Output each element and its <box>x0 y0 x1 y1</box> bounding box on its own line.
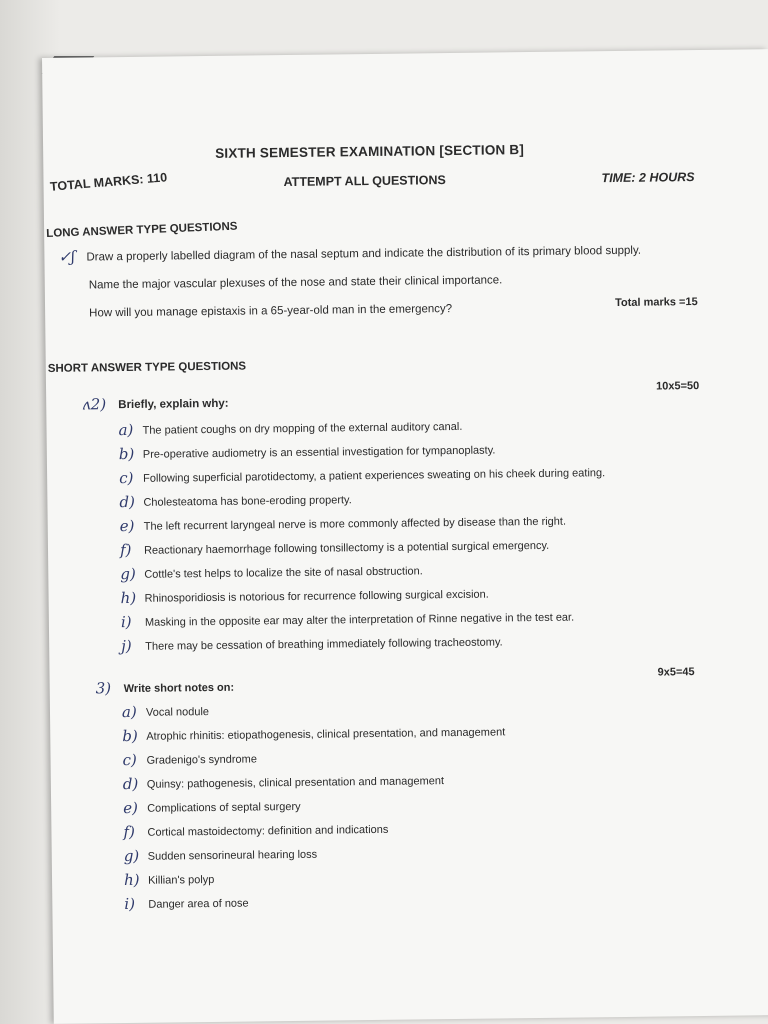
total-marks: TOTAL MARKS: 110 <box>49 170 168 194</box>
handwritten-mark-icon: ✓ʃ <box>58 247 76 266</box>
q1-item: Cottle's test helps to localize the site of nasal obstruction. <box>144 565 423 581</box>
long-total-marks: Total marks =15 <box>614 296 698 310</box>
handwritten-mark-icon: ʌ2) <box>82 395 107 414</box>
long-question-line-2: Name the major vascular plexuses of the nose and state their clinical importance. <box>88 274 503 292</box>
handwritten-mark-icon: g) <box>120 564 136 584</box>
q1-item: Cholesteatoma has bone-eroding property. <box>143 494 352 509</box>
q1-item: Masking in the opposite ear may alter the interpretation of Rinne negative in the test ear. <box>144 611 575 629</box>
q1-item: The left recurrent laryngeal nerve is more commonly affected by disease than the right. <box>143 515 567 533</box>
q1-item: Pre-operative audiometry is an essential investigation for tympanoplasty. <box>142 444 496 461</box>
handwritten-mark-icon: b) <box>122 726 138 746</box>
q2-item: Complications of septal surgery <box>147 800 301 815</box>
handwritten-mark-icon: h) <box>120 588 137 608</box>
long-question-line-3: How will you manage epistaxis in a 65-year-old man in the emergency? <box>89 303 453 320</box>
q2-item: Atrophic rhinitis: etiopathogenesis, clinical presentation, and management <box>146 726 506 743</box>
handwritten-mark-icon: c) <box>122 750 137 770</box>
handwritten-mark-icon: 3) <box>95 679 112 698</box>
short-answer-heading: SHORT ANSWER TYPE QUESTIONS <box>47 360 247 375</box>
q1-item: The patient coughs on dry mopping of the external auditory canal. <box>142 420 463 437</box>
exam-time: TIME: 2 HOURS <box>601 170 695 186</box>
handwritten-mark-icon: g) <box>123 846 140 866</box>
q2-item: Danger area of nose <box>148 897 249 911</box>
q2-item: Gradenigo's syndrome <box>146 753 257 767</box>
q1-item: Rhinosporidiosis is notorious for recurrence following surgical excision. <box>144 588 489 605</box>
q2-marks: 9x5=45 <box>657 666 695 679</box>
attempt-instruction: ATTEMPT ALL QUESTIONS <box>283 173 446 190</box>
handwritten-mark-icon: a) <box>118 420 134 440</box>
q2-item: Vocal nodule <box>145 706 210 719</box>
handwritten-mark-icon: b) <box>118 444 135 464</box>
handwritten-mark-icon: i) <box>120 612 132 632</box>
handwritten-mark-icon: h) <box>123 870 140 890</box>
handwritten-mark-icon: e) <box>123 798 139 818</box>
long-answer-heading: LONG ANSWER TYPE QUESTIONS <box>46 220 238 240</box>
exam-paper <box>42 49 768 1024</box>
q1-item: There may be cessation of breathing immediately following tracheostomy. <box>145 636 503 653</box>
handwritten-mark-icon: i) <box>124 894 136 914</box>
q1-item: Reactionary haemorrhage following tonsillectomy is a potential surgical emergency. <box>143 539 550 557</box>
handwritten-mark-icon: j) <box>121 636 132 656</box>
handwritten-mark-icon: f) <box>123 822 135 842</box>
handwritten-mark-icon: d) <box>122 774 139 794</box>
q1-title: Briefly, explain why: <box>118 397 229 412</box>
exam-title: SIXTH SEMESTER EXAMINATION [SECTION B] <box>215 142 525 161</box>
handwritten-mark-icon: c) <box>119 468 134 488</box>
q2-item: Quinsy: pathogenesis, clinical presentation and management <box>146 775 445 791</box>
handwritten-mark-icon: a) <box>121 702 137 722</box>
handwritten-mark-icon: d) <box>119 492 136 512</box>
q2-item: Cortical mastoidectomy: definition and indications <box>147 823 389 839</box>
q2-item: Sudden sensorineural hearing loss <box>147 848 318 863</box>
long-question-line-1: Draw a properly labelled diagram of the nasal septum and indicate the distribution of its primary blood supply. <box>86 244 642 264</box>
handwritten-mark-icon: f) <box>119 540 132 560</box>
q2-title: Write short notes on: <box>123 681 235 696</box>
handwritten-mark-icon: e) <box>119 516 135 536</box>
q1-marks: 10x5=50 <box>655 379 700 393</box>
q1-item: Following superficial parotidectomy, a patient experiences sweating on his cheek during eating. <box>143 467 606 485</box>
q2-item: Killian's polyp <box>147 873 215 887</box>
